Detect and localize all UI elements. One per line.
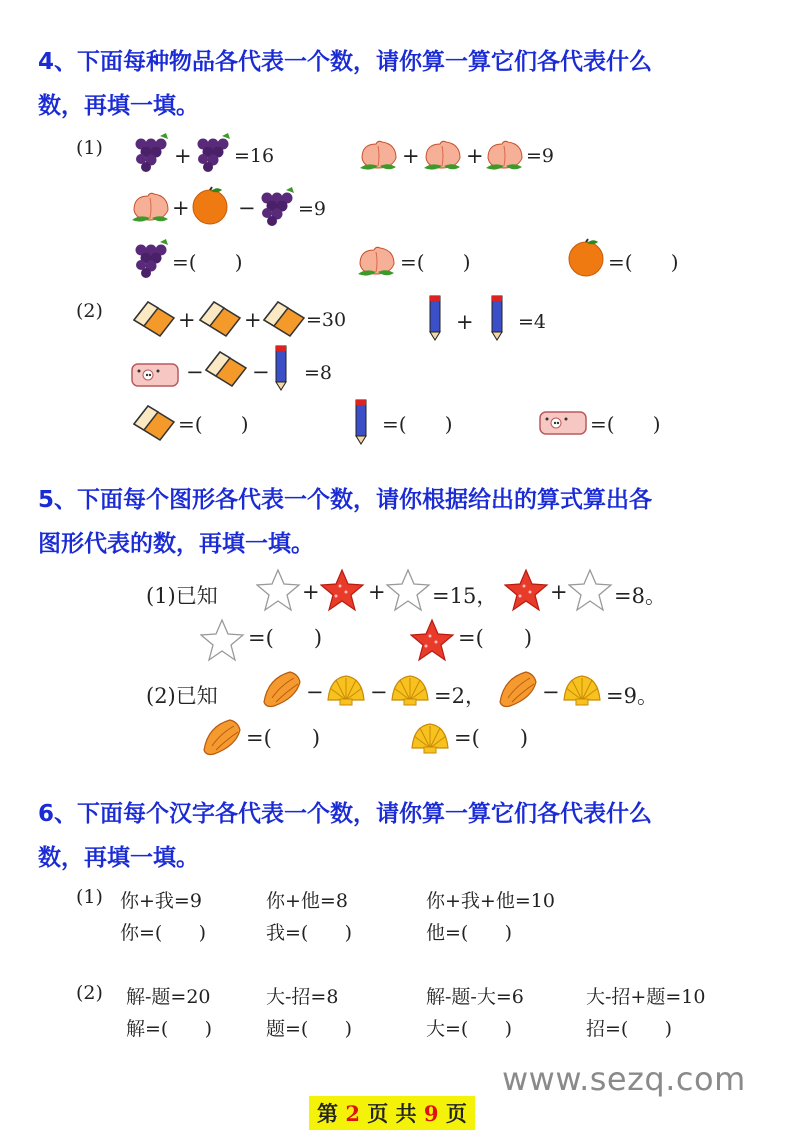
orange-icon [190, 186, 232, 228]
q5-title-line1: 5、下面每个图形各代表一个数，请你根据给出的算式算出各 [38, 487, 653, 513]
q6-part1-label: (1) [76, 886, 103, 908]
q6-p1-eq3: 你+我+他=10 [426, 890, 555, 912]
q6-p1-eq2: 你+他=8 [266, 890, 348, 912]
peach-icon [422, 136, 464, 174]
q6-p2-ans-ti[interactable]: 题=( ) [266, 1018, 352, 1040]
eraser-icon [260, 296, 308, 340]
q4-title-line1: 4、下面每种物品各代表一个数，请你算一算它们各代表什么 [38, 49, 653, 75]
orange-icon [566, 238, 608, 280]
grape-icon [192, 132, 234, 174]
q5-p1-eq2: =8。 [614, 584, 666, 608]
q6-title-line1: 6、下面每个汉字各代表一个数，请你算一算它们各代表什么 [38, 801, 653, 827]
q4-part2-label: (2) [76, 300, 103, 322]
minus-sign: − [252, 360, 270, 384]
q4-eq-30: =30 [306, 309, 347, 331]
peach-icon [358, 136, 400, 174]
white-star-icon [386, 568, 432, 614]
q6-p1-ans-ni[interactable]: 你=( ) [120, 922, 206, 944]
page-mid: 页 共 [367, 1101, 417, 1126]
eraser-icon [130, 400, 178, 444]
q6-p2-ans-zhao[interactable]: 招=( ) [586, 1018, 672, 1040]
answer-blank[interactable]: =( ) [608, 250, 679, 274]
pencil-icon [488, 294, 506, 342]
scallop-shell-icon [388, 672, 434, 710]
red-star-icon [320, 568, 366, 614]
plus-sign: + [172, 196, 190, 220]
q4-part1-label: (1) [76, 137, 103, 159]
q6-p2-eq4: 大-招+题=10 [586, 986, 706, 1008]
plus-sign: + [402, 144, 420, 168]
conch-shell-icon [260, 668, 306, 712]
conch-shell-icon [200, 716, 246, 760]
pencil-icon [426, 294, 444, 342]
q5-part1-prefix: (1)已知 [146, 584, 218, 608]
q6-p2-eq1: 解-题=20 [126, 986, 211, 1008]
q6-p2-ans-da[interactable]: 大=( ) [426, 1018, 512, 1040]
minus-sign: − [186, 360, 204, 384]
plus-sign: + [550, 580, 568, 604]
grape-icon [256, 186, 298, 228]
white-star-icon [200, 618, 246, 664]
q5-p2-eq1: =2， [434, 684, 486, 708]
q6-title-line2: 数，再填一填。 [38, 845, 199, 871]
answer-blank[interactable]: =( ) [454, 726, 529, 750]
watermark: www.sezq.com [502, 1060, 746, 1098]
pencil-icon [352, 398, 370, 446]
answer-blank[interactable]: =( ) [400, 250, 471, 274]
q6-p2-eq3: 解-题-大=6 [426, 986, 524, 1008]
plus-sign: + [178, 308, 196, 332]
answer-blank[interactable]: =( ) [172, 250, 243, 274]
q4-eq-8: =8 [304, 362, 333, 384]
plus-sign: + [244, 308, 262, 332]
q4-eq-9a: =9 [526, 145, 555, 167]
plus-sign: + [466, 144, 484, 168]
plus-sign: + [368, 580, 386, 604]
grape-icon [130, 238, 172, 280]
pencil-icon [272, 344, 290, 392]
answer-blank[interactable]: =( ) [590, 412, 661, 436]
answer-blank[interactable]: =( ) [382, 412, 453, 436]
page-total: 9 [423, 1101, 439, 1126]
pencil-case-icon [538, 404, 590, 440]
q4-eq-16: =16 [234, 145, 275, 167]
white-star-icon [256, 568, 302, 614]
peach-icon [356, 242, 398, 280]
q4-eq-9b: =9 [298, 198, 327, 220]
q6-p2-ans-jie[interactable]: 解=( ) [126, 1018, 212, 1040]
white-star-icon [568, 568, 614, 614]
conch-shell-icon [496, 668, 542, 712]
peach-icon [484, 136, 526, 174]
plus-sign: + [302, 580, 320, 604]
red-star-icon [504, 568, 550, 614]
scallop-shell-icon [408, 720, 454, 758]
pencil-case-icon [130, 356, 182, 392]
answer-blank[interactable]: =( ) [458, 626, 533, 650]
q5-p2-eq2: =9。 [606, 684, 658, 708]
q6-p1-ans-ta[interactable]: 他=( ) [426, 922, 512, 944]
minus-sign: − [306, 680, 324, 704]
page-prefix: 第 [317, 1101, 338, 1126]
peach-icon [130, 188, 172, 226]
eraser-icon [196, 296, 244, 340]
page-suffix: 页 [445, 1101, 467, 1126]
page-current: 2 [345, 1101, 360, 1126]
plus-sign: + [456, 310, 474, 334]
answer-blank[interactable]: =( ) [246, 726, 321, 750]
minus-sign: − [542, 680, 560, 704]
scallop-shell-icon [324, 672, 370, 710]
grape-icon [130, 132, 172, 174]
q4-title-line2: 数，再填一填。 [38, 93, 199, 119]
q6-p1-eq1: 你+我=9 [120, 890, 202, 912]
minus-sign: − [370, 680, 388, 704]
q6-p2-eq2: 大-招=8 [266, 986, 339, 1008]
eraser-icon [202, 346, 250, 390]
red-star-icon [410, 618, 456, 664]
minus-sign: − [238, 196, 256, 220]
q4-eq-4: =4 [518, 311, 547, 333]
q6-part2-label: (2) [76, 982, 103, 1004]
q5-part2-prefix: (2)已知 [146, 684, 218, 708]
scallop-shell-icon [560, 672, 606, 710]
answer-blank[interactable]: =( ) [178, 412, 249, 436]
q5-title-line2: 图形代表的数，再填一填。 [38, 531, 314, 557]
eraser-icon [130, 296, 178, 340]
q5-p1-eq1: =15， [432, 584, 498, 608]
q6-p1-ans-wo[interactable]: 我=( ) [266, 922, 352, 944]
page-indicator [309, 1096, 475, 1130]
answer-blank[interactable]: =( ) [248, 626, 323, 650]
plus-sign: + [174, 144, 192, 168]
